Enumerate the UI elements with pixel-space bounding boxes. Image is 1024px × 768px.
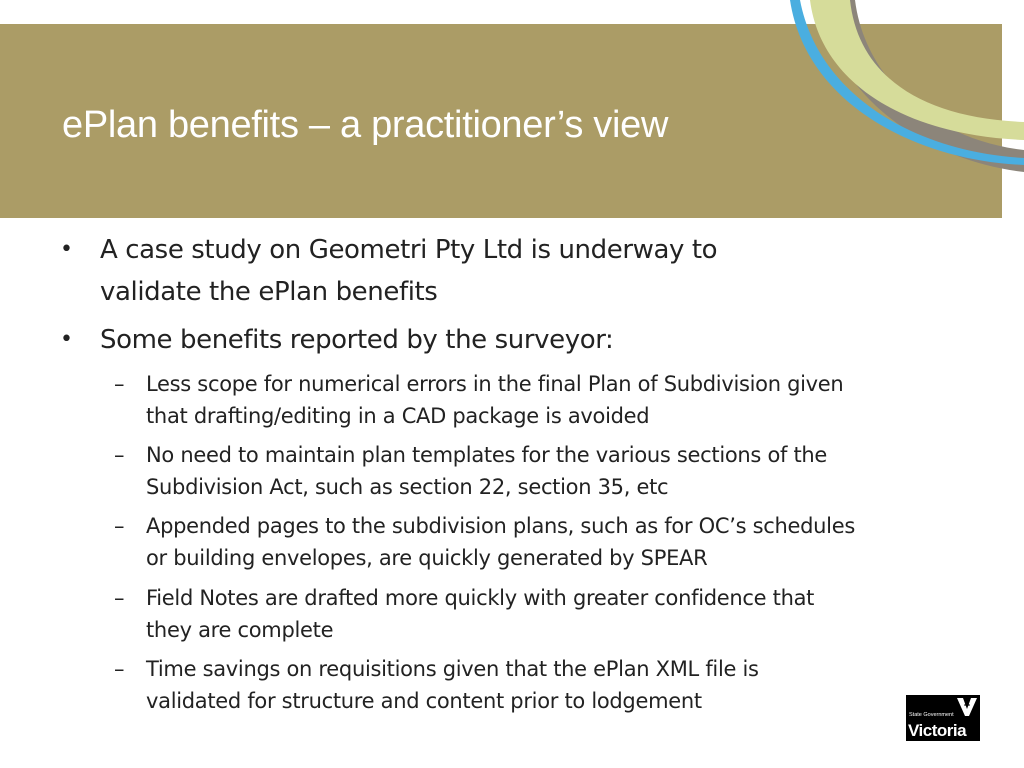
bullet-item <box>60 319 900 361</box>
sub-bullet-marker: – <box>114 372 125 396</box>
bullet-marker: • <box>60 327 73 352</box>
sub-bullet-text-line: Less scope for numerical errors in the final Plan of Subdivision given <box>146 372 844 396</box>
state-government-victoria-logo <box>906 695 980 741</box>
sub-bullet-item <box>114 439 986 503</box>
logo-big-text: Victoria <box>908 721 967 740</box>
sub-bullet-text-line: Subdivision Act, such as section 22, section 35, etc <box>146 475 669 499</box>
sub-bullet-text-line: they are complete <box>146 618 334 642</box>
sub-bullet-text-line: No need to maintain plan templates for the various sections of the <box>146 443 828 467</box>
sub-bullet-item <box>114 582 986 646</box>
bullet-text-line: Some benefits reported by the surveyor: <box>100 325 614 355</box>
bullet-marker: • <box>60 237 73 262</box>
victoria-v-icon <box>956 697 978 717</box>
logo-small-text: State Government <box>909 712 954 718</box>
sub-bullet-text-line: Time savings on requisitions given that the ePlan XML file is <box>146 657 759 681</box>
sub-bullet-marker: – <box>114 443 125 467</box>
sub-bullet-text-line: validated for structure and content prior to lodgement <box>146 689 702 713</box>
bullet-text-line: validate the ePlan benefits <box>100 277 438 307</box>
sub-bullet-text-line: Field Notes are drafted more quickly with greater confidence that <box>146 586 815 610</box>
sub-bullet-text-line: Appended pages to the subdivision plans, such as for OC’s schedules <box>146 514 855 538</box>
sub-bullet-marker: – <box>114 586 125 610</box>
slide-title: ePlan benefits – a practitioner’s view <box>62 104 669 146</box>
sub-bullet-text-line: that drafting/editing in a CAD package is avoided <box>146 404 650 428</box>
sub-bullet-text-line: or building envelopes, are quickly generated by SPEAR <box>146 546 708 570</box>
sub-bullet-item <box>114 368 986 432</box>
bullet-item <box>60 229 900 313</box>
sub-bullet-marker: – <box>114 514 125 538</box>
bullet-text-line: A case study on Geometri Pty Ltd is underway to <box>100 235 718 265</box>
sub-bullet-item <box>114 653 986 717</box>
sub-bullet-marker: – <box>114 657 125 681</box>
sub-bullet-item <box>114 510 986 574</box>
